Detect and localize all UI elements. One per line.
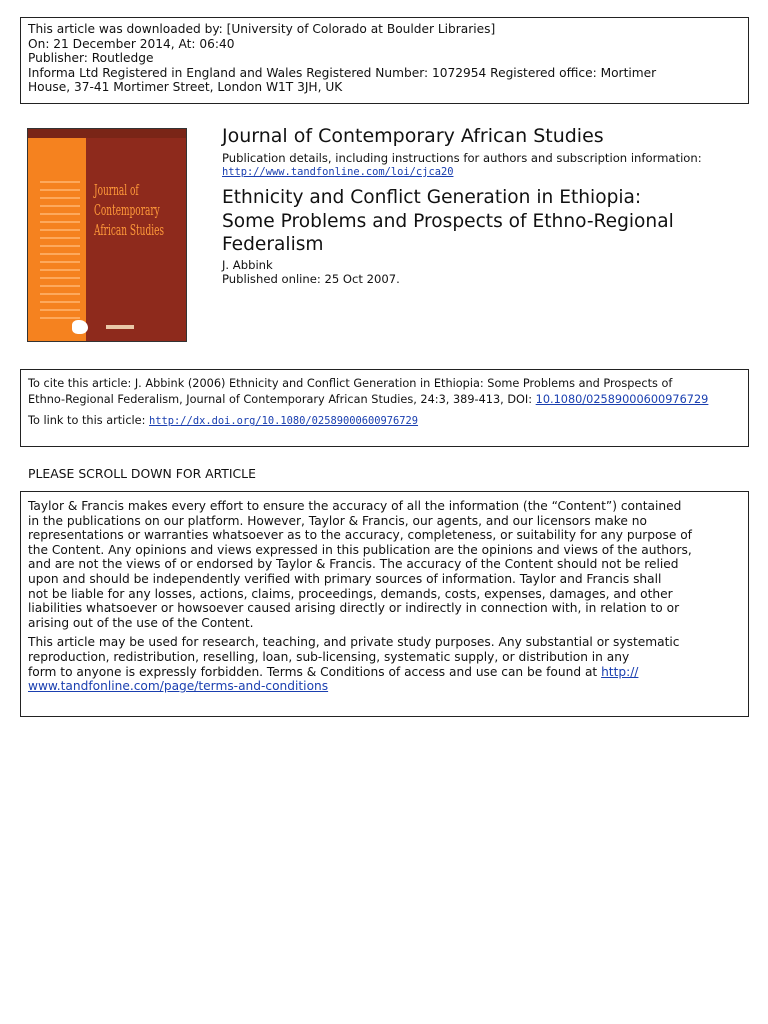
article-title-line: Some Problems and Prospects of Ethno-Regional (222, 210, 674, 232)
citation-text: Ethno-Regional Federalism, Journal of Contemporary African Studies, 24:3, 389-413, DOI: (28, 392, 536, 406)
journal-url-link[interactable]: http://www.tandfonline.com/loi/cjca20 (222, 166, 454, 178)
journal-info (222, 124, 722, 286)
download-info-line: Publisher: Routledge (28, 51, 154, 66)
cover-title-line: Contemporary (94, 203, 160, 219)
disclaimer-line: the Content. Any opinions and views expressed in this publication are the opinions and views of the authors, (28, 542, 692, 557)
africa-logo-icon (72, 320, 88, 334)
usage-line (28, 679, 741, 694)
download-info-line: On: 21 December 2014, At: 06:40 (28, 36, 235, 51)
citation-line (28, 392, 741, 408)
disclaimer-box (20, 491, 749, 717)
download-info-box (20, 17, 749, 104)
article-title-line: Ethnicity and Conflict Generation in Ethiopia: (222, 187, 642, 208)
terms-url-link-part1[interactable]: http:// (601, 664, 639, 679)
doi-link[interactable]: 10.1080/02589000600976729 (535, 392, 709, 406)
disclaimer-line: liabilities whatsoever or howsoever caused arising directly or indirectly in connection with, in relation to or (28, 601, 680, 616)
disclaimer-line: and are not the views of or endorsed by Taylor & Francis. The accuracy of the Content should not be relied (28, 557, 679, 572)
cover-title-line: Journal of (94, 183, 139, 199)
usage-line (28, 665, 741, 680)
cover-contents-list (40, 181, 80, 325)
article-link-label: To link to this article: (28, 414, 150, 428)
citation-box (20, 369, 749, 447)
author-name: J. Abbink (222, 257, 273, 272)
disclaimer-line: not be liable for any losses, actions, claims, proceedings, demands, costs, expenses, damages, and other (28, 586, 673, 601)
disclaimer-line: in the publications on our platform. However, Taylor & Francis, our agents, and our licensors make no (28, 513, 647, 528)
disclaimer-line: Taylor & Francis makes every effort to ensure the accuracy of all the information (the “Content”) contained (28, 499, 682, 513)
journal-cover-image (27, 128, 187, 342)
publisher-logo-icon (106, 325, 134, 329)
published-date: Published online: 25 Oct 2007. (222, 271, 400, 286)
disclaimer-line: representations or warranties whatsoever as to the accuracy, completeness, or suitability for any purpose of (28, 528, 692, 543)
citation-line: To cite this article: J. Abbink (2006) Ethnicity and Conflict Generation in Ethiopia: Some Problems and Prospects of (28, 377, 673, 390)
usage-paragraph (28, 635, 741, 693)
disclaimer-line: upon and should be independently verified with primary sources of information. Taylor and Francis shall (28, 571, 662, 586)
disclaimer-line: arising out of the use of the Content. (28, 615, 254, 630)
usage-line: reproduction, redistribution, reselling, loan, sub-licensing, systematic supply, or distribution in any (28, 649, 630, 664)
download-info-line: Informa Ltd Registered in England and Wales Registered Number: 1072954 Registered office: Mortimer (28, 65, 657, 80)
usage-text: form to anyone is expressly forbidden. Terms & Conditions of access and use can be found at (28, 664, 602, 679)
usage-line: This article may be used for research, teaching, and private study purposes. Any substantial or systematic (28, 635, 680, 650)
download-info-line: House, 37-41 Mortimer Street, London W1T 3JH, UK (28, 80, 343, 95)
scroll-down-notice: PLEASE SCROLL DOWN FOR ARTICLE (28, 466, 256, 481)
download-info-line: This article was downloaded by: [University of Colorado at Boulder Libraries] (28, 22, 496, 36)
article-link-line (28, 413, 741, 430)
article-title-line: Federalism (222, 234, 324, 255)
cover-top-strip (28, 129, 186, 138)
publication-details: Publication details, including instructions for authors and subscription information: (222, 151, 702, 165)
article-doi-url-link[interactable]: http://dx.doi.org/10.1080/02589000600976729 (149, 415, 419, 428)
journal-title: Journal of Contemporary African Studies (222, 125, 604, 147)
cover-title (94, 181, 165, 241)
article-title (222, 186, 722, 257)
cover-title-line: African Studies (94, 223, 165, 239)
terms-url-link-part2[interactable]: www.tandfonline.com/page/terms-and-conditions (28, 679, 329, 694)
disclaimer-paragraph (28, 499, 741, 630)
